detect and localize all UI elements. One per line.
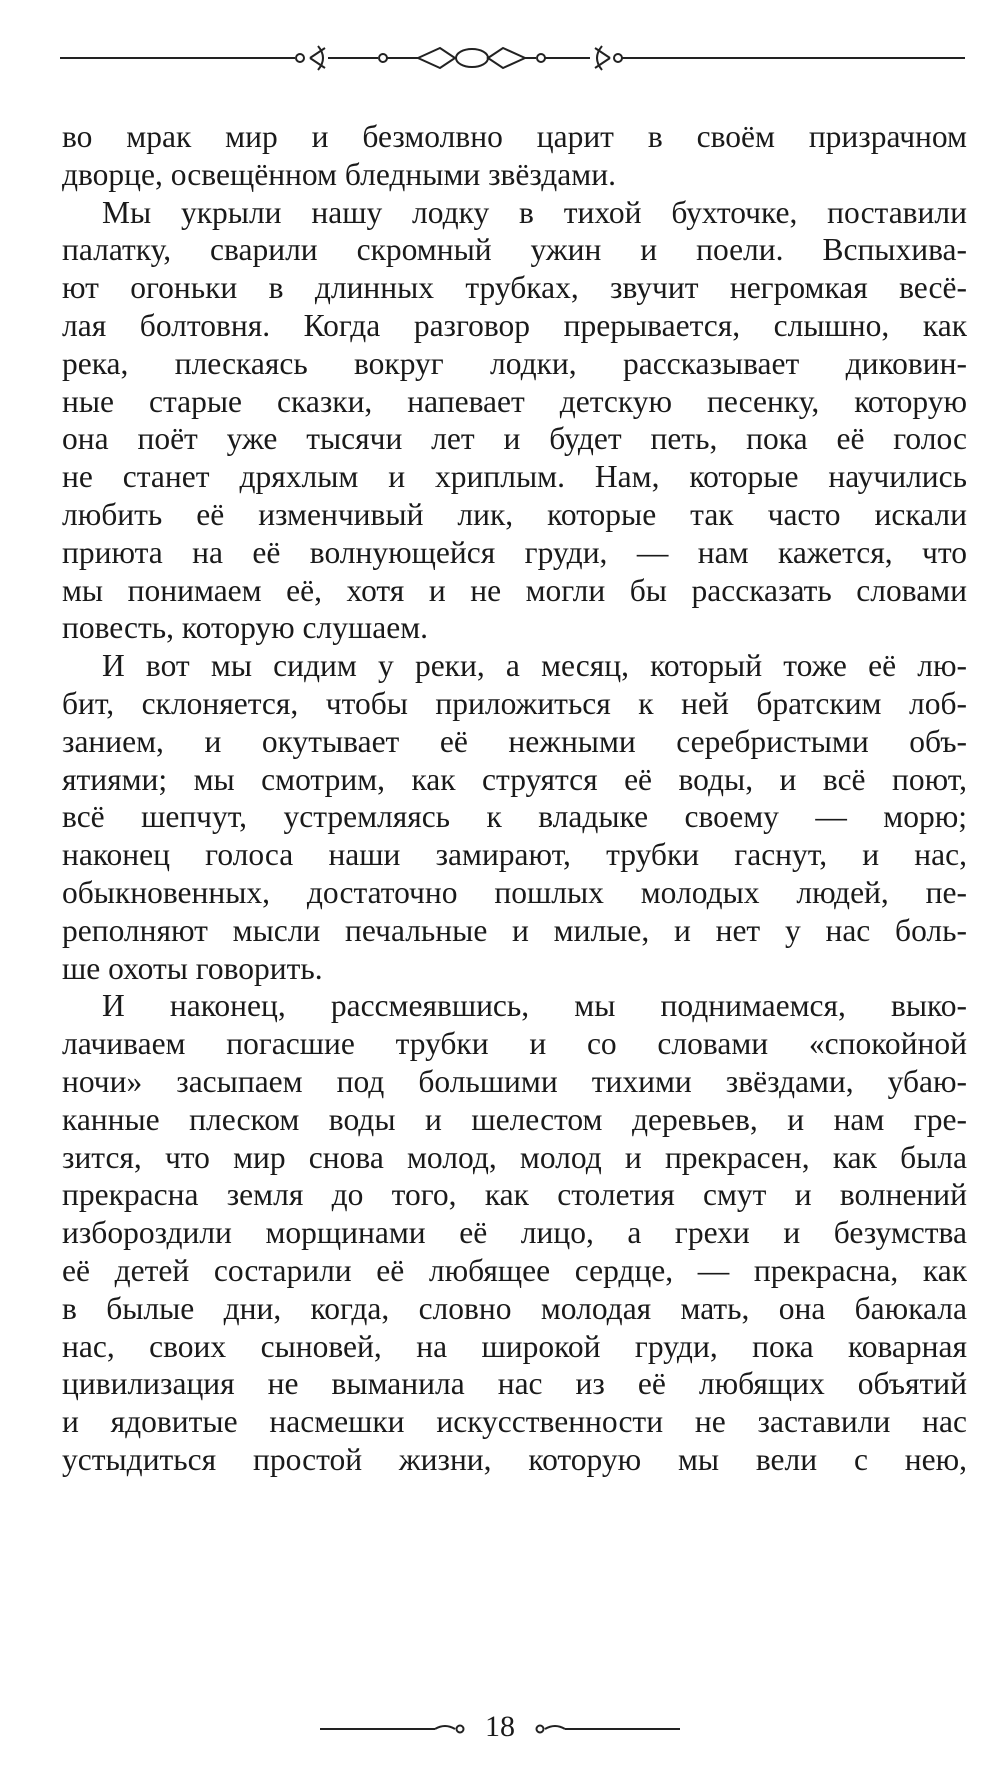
text-line: И наконец, рассмеявшись, мы поднимаемся, выко- — [102, 988, 967, 1024]
text-line: зится, что мир снова молод, молод и прекрасен, как была — [62, 1139, 967, 1175]
text-line: реполняют мысли печальные и милые, и нет у нас боль- — [62, 912, 967, 948]
text-line: она поёт уже тысячи лет и будет петь, пока её голос — [62, 421, 967, 457]
top-ornament — [60, 38, 965, 78]
text-line: бит, склоняется, чтобы приложиться к ней братским лоб- — [62, 685, 967, 721]
text-line: во мрак мир и безмолвно царит в своём призрачном — [62, 119, 967, 154]
text-line: в былые дни, когда, словно молодая мать, она баюкала — [62, 1290, 967, 1326]
text-line: любить её изменчивый лик, которые так часто искали — [62, 496, 967, 532]
text-line: не станет дряхлым и хриплым. Нам, которые научились — [62, 459, 967, 495]
text-line: ют огоньки в длинных трубках, звучит негромкая весё- — [62, 270, 967, 306]
text-line: обыкновенных, достаточно пошлых молодых людей, пе- — [62, 874, 967, 910]
text-line: повесть, которую слушаем. — [62, 610, 429, 646]
text-line: цивилизация не выманила нас из её любящих объятий — [62, 1366, 967, 1402]
text-line: ятиями; мы смотрим, как струятся её воды, и всё поют, — [62, 761, 967, 797]
text-line: нас, своих сыновей, на широкой груди, пока коварная — [62, 1328, 967, 1364]
text-line: Мы укрыли нашу лодку в тихой бухточке, поставили — [102, 194, 967, 230]
text-line: приюта на её волнующейся груди, — нам кажется, что — [62, 534, 967, 570]
text-line: избороздили морщинами её лицо, а грехи и безумства — [62, 1215, 967, 1251]
page-number: 18 — [470, 1707, 530, 1747]
text-line: и ядовитые насмешки искусственности не заставили нас — [62, 1404, 967, 1440]
page-footer — [0, 1705, 1000, 1755]
text-line: наконец голоса наши замирают, трубки гаснут, и нас, — [62, 837, 967, 873]
text-line: палатку, сварили скромный ужин и поели. Вспыхива- — [62, 232, 967, 268]
text-line: И вот мы сидим у реки, а месяц, который тоже её лю- — [102, 648, 967, 684]
text-line: всё шепчут, устремляясь к владыке своему — морю; — [62, 799, 967, 835]
text-line: прекрасна земля до того, как столетия смут и волнений — [62, 1177, 967, 1213]
text-line: канные плеском воды и шелестом деревьев, и нам гре- — [62, 1101, 967, 1137]
text-line: ные старые сказки, напевает детскую песенку, которую — [62, 383, 967, 419]
text-line: лая болтовня. Когда разговор прерывается, слышно, как — [62, 307, 967, 343]
text-line: занием, и окутывает её нежными серебристыми объ- — [62, 723, 967, 759]
text-line: ночи» засыпаем под большими тихими звёздами, убаю- — [62, 1063, 967, 1099]
text-line: лачиваем погасшие трубки и со словами «спокойной — [62, 1026, 967, 1062]
text-line: река, плескаясь вокруг лодки, рассказывает диковин- — [62, 345, 967, 381]
text-line: дворце, освещённом бледными звёздами. — [62, 156, 616, 192]
text-line: её детей состарили её любящее сердце, — прекрасна, как — [62, 1252, 967, 1288]
text-line: мы понимаем её, хотя и не могли бы рассказать словами — [62, 572, 967, 608]
text-line: ше охоты говорить. — [62, 950, 323, 986]
body-text — [62, 118, 967, 1479]
text-line: устыдиться простой жизни, которую мы вели с нею, — [62, 1441, 967, 1477]
